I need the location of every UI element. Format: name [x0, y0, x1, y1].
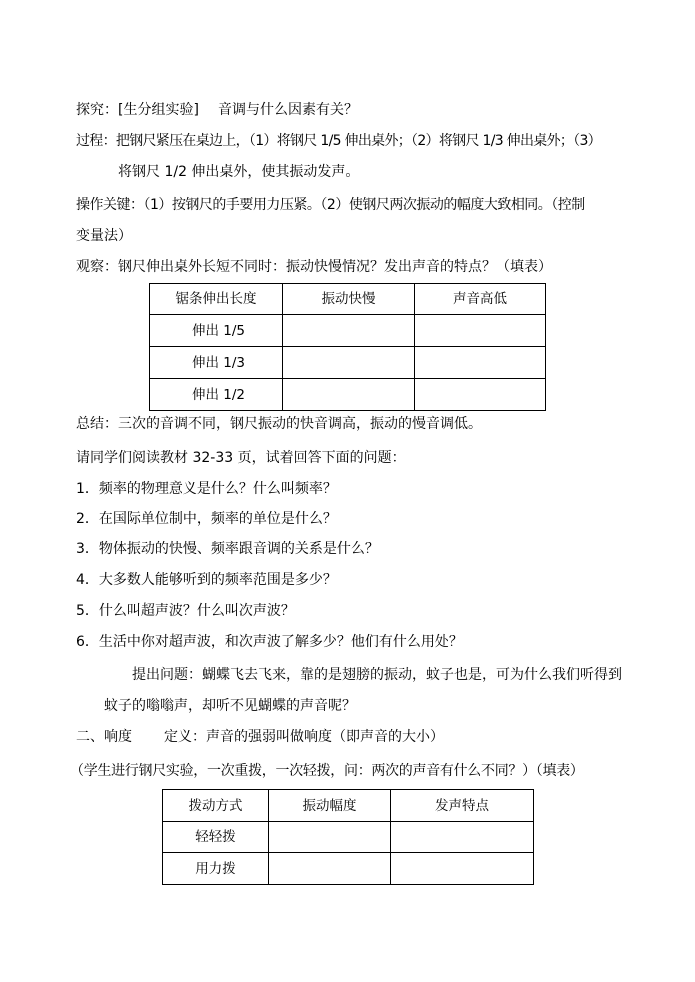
table-cell — [391, 822, 534, 853]
question-item: 5．什么叫超声波？什么叫次声波？ — [76, 603, 295, 619]
table-cell — [391, 853, 534, 885]
table-row — [163, 822, 534, 853]
question-item: 2．在国际单位制中，频率的单位是什么？ — [76, 511, 337, 527]
table-cell — [269, 822, 391, 853]
process-line-1: 过程：把钢尺紧压在桌边上，（1）将钢尺 1/5 伸出桌外；（2）将钢尺 1/3 伸出桌外；（3） — [76, 133, 601, 149]
table-cell: 伸出 1/5 — [150, 315, 283, 347]
raise-question-line-1: 提出问题：蝴蝶飞去飞来，靠的是翅膀的振动，蚊子也是，可为什么我们听得到 — [132, 667, 622, 683]
question-item: 3．物体振动的快慢、频率跟音调的关系是什么？ — [76, 541, 379, 557]
summary-line: 总结：三次的音调不同，钢尺振动的快音调高，振动的慢音调低。 — [76, 416, 482, 432]
experiment-line: （学生进行钢尺实验，一次重拨，一次轻拨，问：两次的声音有什么不同？）（填表） — [70, 763, 584, 779]
table-header-cell: 声音高低 — [415, 284, 546, 315]
table-cell — [283, 347, 415, 379]
table-header-row — [150, 284, 546, 315]
table-cell: 用力拨 — [163, 853, 269, 885]
table-row — [150, 379, 546, 411]
explore-tag: [生分组实验] — [118, 102, 199, 118]
table-cell — [283, 379, 415, 411]
observation-table — [149, 283, 546, 411]
observe-line: 观察：钢尺伸出桌外长短不同时：振动快慢情况？发出声音的特点？（填表） — [76, 259, 552, 275]
question-item: 1．频率的物理意义是什么？什么叫频率？ — [76, 481, 337, 497]
table-header-cell: 发声特点 — [391, 790, 534, 822]
table-row — [150, 347, 546, 379]
question-item: 4．大多数人能够听到的频率范围是多少？ — [76, 572, 337, 588]
question-item: 6．生活中你对超声波，和次声波了解多少？他们有什么用处？ — [76, 634, 463, 650]
explore-line — [76, 100, 199, 120]
table-row — [163, 853, 534, 885]
loudness-definition: 定义：声音的强弱叫做响度（即声音的大小） — [164, 729, 444, 745]
table-cell: 伸出 1/3 — [150, 347, 283, 379]
table-header-cell: 振动快慢 — [283, 284, 415, 315]
table-cell — [415, 347, 546, 379]
table-header-cell: 拨动方式 — [163, 790, 269, 822]
table-row — [150, 315, 546, 347]
explore-label: 探究： — [76, 102, 118, 118]
table-cell — [269, 853, 391, 885]
loudness-table — [162, 789, 534, 885]
table-header-cell: 振动幅度 — [269, 790, 391, 822]
table-header-cell: 锯条伸出长度 — [150, 284, 283, 315]
table-cell — [283, 315, 415, 347]
table-cell: 轻轻拨 — [163, 822, 269, 853]
raise-question-line-2: 蚊子的嗡嗡声，却听不见蝴蝶的声音呢？ — [104, 698, 356, 714]
key-line-1: 操作关键：（1）按钢尺的手要用力压紧。（2）使钢尺两次振动的幅度大致相同。（控制 — [76, 197, 585, 213]
explore-topic: 音调与什么因素有关？ — [218, 102, 358, 118]
table-cell — [415, 315, 546, 347]
table-header-row — [163, 790, 534, 822]
process-line-2: 将钢尺 1/2 伸出桌外，使其振动发声。 — [118, 164, 360, 180]
table-cell: 伸出 1/2 — [150, 379, 283, 411]
key-line-2: 变量法） — [76, 228, 132, 244]
loudness-heading: 二、响度 — [76, 729, 132, 745]
read-prompt-line: 请同学们阅读教材 32-33 页，试着回答下面的问题： — [76, 450, 406, 466]
table-cell — [415, 379, 546, 411]
